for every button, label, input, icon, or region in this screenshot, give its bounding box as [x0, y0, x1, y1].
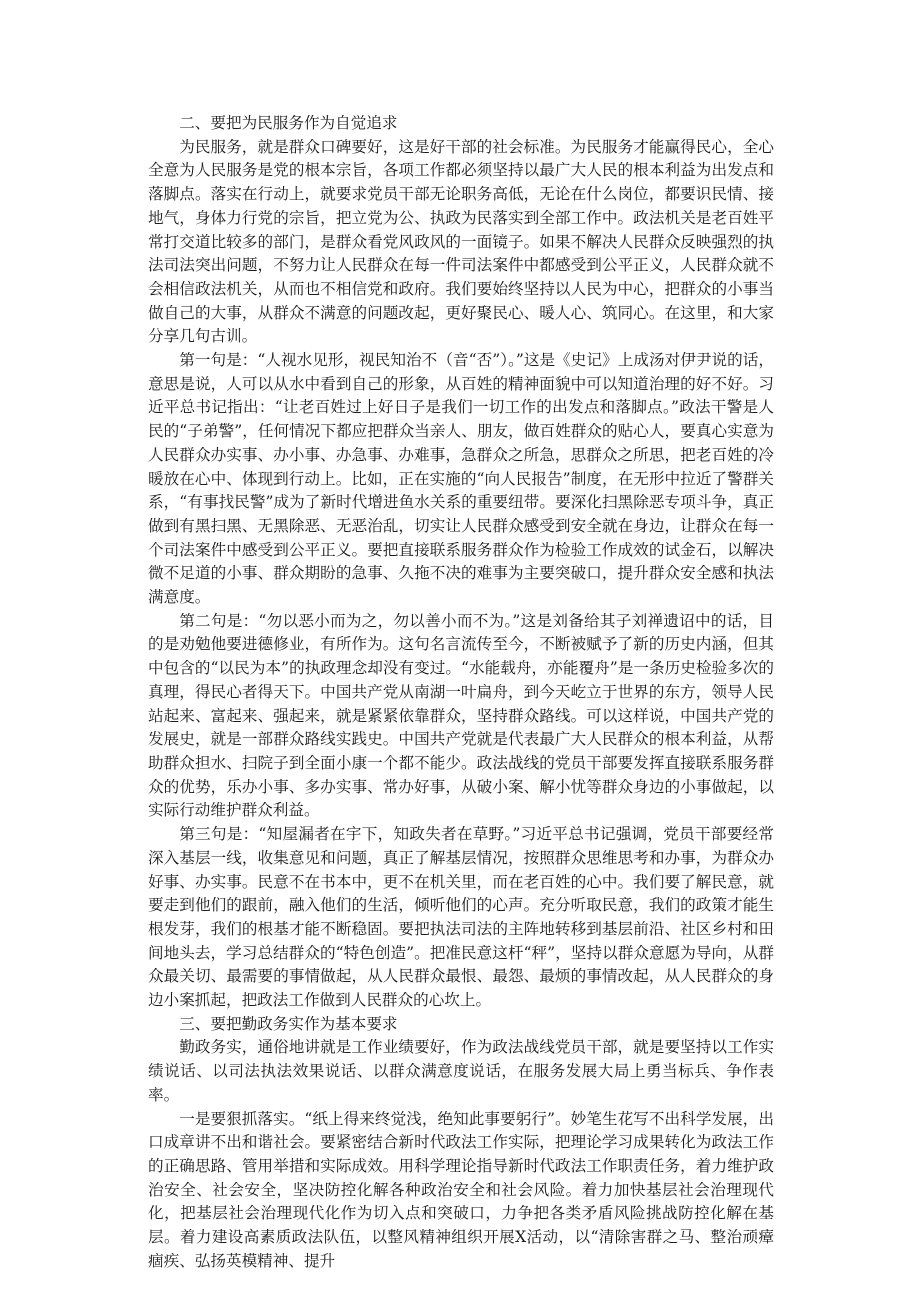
section-heading: 三、要把勤政务实作为基本要求: [179, 1014, 398, 1033]
paragraph: 为民服务，就是群众口碑要好，这是好干部的社会标准。为民服务才能赢得民心，全心全意为人民服务是党的根本宗旨，各项工作都必须坚持以最广大人民的根本利益为出发点和落脚点。落实在行动上，就要求党员干部无论职务高低，无论在什么岗位，都要识民情、接地气，身体力行党的宗旨，把立党为公、执政为民落实到全部工作中。政法机关是老百姓平常打交道比较多的部门，是群众看党风政风的一面镜子。如果不解决人民群众反映强烈的执法司法突出问题，不努力让人民群众在每一件司法案件中都感受到公平正义，人民群众就不会相信政法机关，从而也不相信党和政府。我们要始终坚持以人民为中心，把群众的小事当做自己的大事，从群众不满意的问题改起，更好聚民心、暖人心、筑同心。在这里，和大家分享几句古训。: [148, 137, 774, 346]
paragraph: 第一句是：“人视水见形，视民知治不（音“否”）。”这是《史记》上成汤对伊尹说的话，意思是说，人可以从水中看到自己的形象，从百姓的精神面貌中可以知道治理的好不好。习近平总书记指出：“让老百姓过上好日子是我们一切工作的出发点和落脚点。”政法干警是人民的“子弟警”，任何情况下都应把群众当亲人、朋友，做百姓群众的贴心人，要真心实意为人民群众办实事、办小事、办急事、办难事，急群众之所急，思群众之所思，把老百姓的冷暖放在心中、体现到行动上。比如，正在实施的“向人民报告”制度，在无形中拉近了警群关系，“有事找民警”成为了新时代增进鱼水关系的重要纽带。要深化扫黑除恶专项斗争，真正做到有黑扫黑、无黑除恶、无恶治乱，切实让人民群众感受到安全就在身边，让群众在每一个司法案件中感受到公平正义。要把直接联系服务群众作为检验工作成效的试金石，以解决微不足道的小事、群众期盼的急事、久拖不决的难事为主要突破口，提升群众安全感和执法满意度。: [148, 351, 774, 607]
paragraph: 勤政务实，通俗地讲就是工作业绩要好，作为政法战线党员干部，就是要坚持以工作实绩说话、以司法执法效果说话、以群众满意度说话，在服务发展大局上勇当标兵、争作表率。: [148, 1038, 774, 1104]
section-heading: 二、要把为民服务作为自觉追求: [179, 114, 398, 132]
paragraph: 一是要狠抓落实。“纸上得来终觉浅，绝知此事要躬行”。妙笔生花写不出科学发展，出口成章讲不出和谐社会。要紧密结合新时代政法工作实际，把理论学习成果转化为政法工作的正确思路、管用举措和实际成效。用科学理论指导新时代政法工作职责任务，着力维护政治安全、社会安全，坚决防控化解各种政治安全和社会风险。着力加快基层社会治理现代化，把基层社会治理现代化作为切入点和突破口，力争把各类矛盾风险挑战防控化解在基层。着力建设高素质政法队伍，以整风精神组织开展X活动，以“清除害群之马、整治顽瘴痼疾、弘扬英模精神、提升: [148, 1109, 774, 1270]
document-body: [148, 112, 774, 1273]
paragraph: 第二句是：“勿以恶小而为之，勿以善小而不为。”这是刘备给其子刘禅遗诏中的话，目的是劝勉他要进德修业，有所作为。这句名言流传至今，不断被赋予了新的历史内涵，但其中包含的“以民为本”的执政理念却没有变过。“水能载舟，亦能覆舟”是一条历史检验多次的真理，得民心者得天下。中国共产党从南湖一叶扁舟，到今天屹立于世界的东方，领导人民站起来、富起来、强起来，就是紧紧依靠群众，坚持群众路线。可以这样说，中国共产党的发展史，就是一部群众路线实践史。中国共产党就是代表最广大人民群众的根本利益，从帮助群众担水、扫院子到全面小康一个都不能少。政法战线的党员干部要发挥直接联系服务群众的优势，乐办小事、多办实事、常办好事，从破小案、解小忧等群众身边的小事做起，以实际行动维护群众利益。: [148, 611, 774, 820]
paragraph: 第三句是：“知屋漏者在宇下，知政失者在草野。”习近平总书记强调，党员干部要经常深入基层一线，收集意见和问题，真正了解基层情况，按照群众思维思考和办事，为群众办好事、办实事。民意不在书本中，更不在机关里，而在老百姓的心中。我们要了解民意，就要走到他们的跟前，融入他们的生活，倾听他们的心声。充分听取民意，我们的政策才能生根发芽，我们的根基才能不断稳固。要把执法司法的主阵地转移到基层前沿、社区乡村和田间地头去，学习总结群众的“特色创造”。把准民意这杆“秤”，坚持以群众意愿为导向，从群众最关切、最需要的事情做起，从人民群众最恨、最怨、最烦的事情改起，从人民群众的身边小案抓起，把政法工作做到人民群众的心坎上。: [148, 825, 774, 1010]
